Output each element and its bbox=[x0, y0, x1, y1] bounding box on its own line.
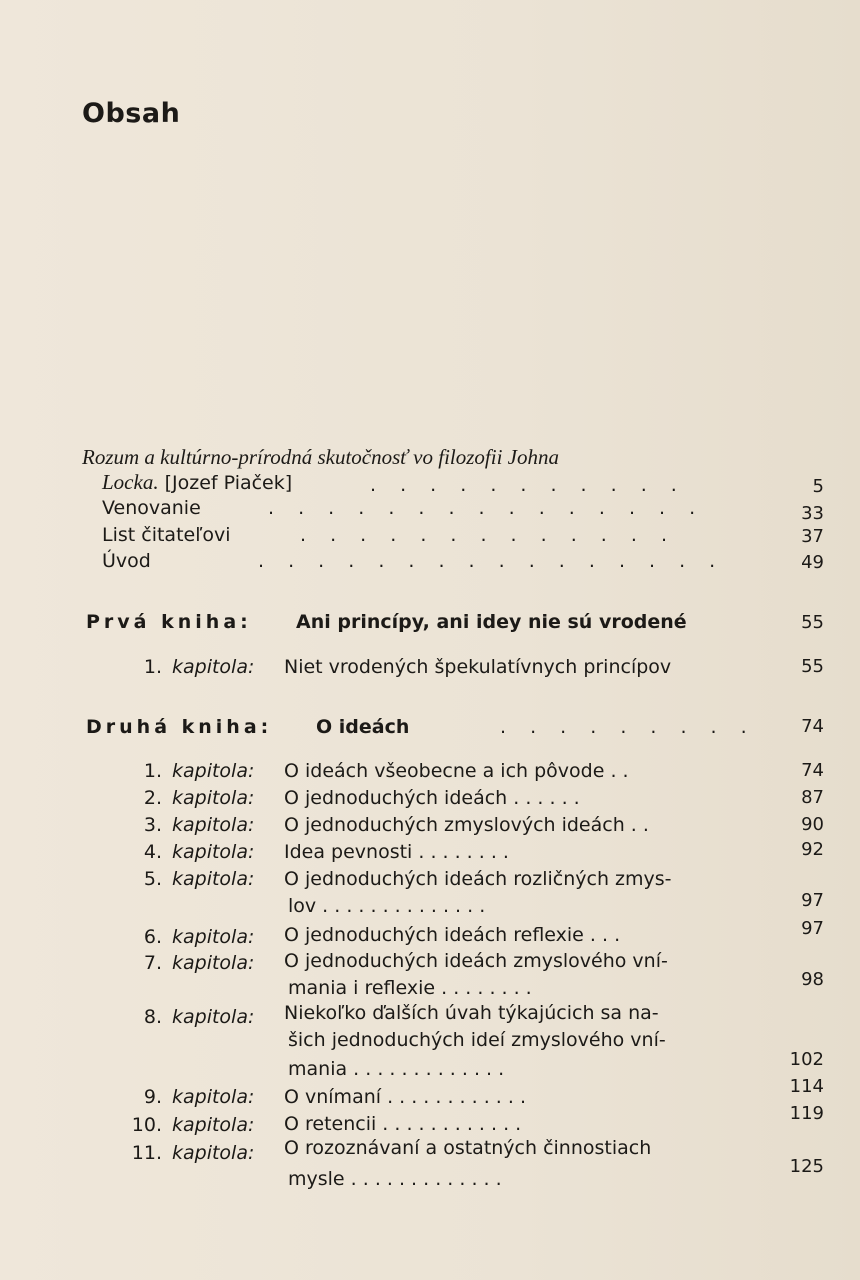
chapter-label: kapitola: bbox=[172, 1006, 255, 1028]
chapter-label: kapitola: bbox=[172, 952, 255, 974]
toc-item-uvod: Úvod bbox=[102, 550, 151, 572]
chapter-page: 125 bbox=[789, 1156, 824, 1177]
chapter-title-continued: lov . . . . . . . . . . . . . . bbox=[288, 895, 486, 917]
chapter-number: 9. bbox=[143, 1086, 162, 1108]
book1-label: Prvá kniha: bbox=[86, 611, 252, 633]
chapter-title: Idea pevnosti . . . . . . . . bbox=[284, 841, 509, 863]
chapter-title: O jednoduchých ideách reflexie . . . bbox=[284, 924, 621, 946]
intro-dots: . . . . . . . . . . . bbox=[370, 474, 686, 496]
chapter-title: Niekoľko ďalších úvah týkajúcich sa na- bbox=[284, 1002, 659, 1024]
chapter-page: 114 bbox=[789, 1076, 824, 1097]
chapter-title: O rozoznávaní a ostatných činnostiach bbox=[284, 1137, 652, 1159]
chapter-page: 102 bbox=[789, 1049, 824, 1070]
chapter-title: O ideách všeobecne a ich pôvode . . bbox=[284, 760, 629, 782]
chapter-number: 10. bbox=[131, 1114, 162, 1136]
chapter-page: 74 bbox=[801, 760, 824, 781]
chapter-title: O jednoduchých ideách . . . . . . bbox=[284, 787, 580, 809]
toc-page: 37 bbox=[801, 526, 824, 547]
chapter-page: 87 bbox=[801, 787, 824, 808]
chapter-title: O jednoduchých ideách rozličných zmys- bbox=[284, 868, 672, 890]
chapter-page: 55 bbox=[801, 656, 824, 677]
chapter-title: O jednoduchých zmyslových ideách . . bbox=[284, 814, 649, 836]
toc-page: 33 bbox=[801, 503, 824, 524]
chapter-page: 119 bbox=[789, 1103, 824, 1124]
book2-title: O ideách bbox=[316, 716, 410, 738]
book2-dots: . . . . . . . . . bbox=[500, 716, 756, 738]
chapter-label: kapitola: bbox=[172, 868, 255, 890]
chapter-number: 4. bbox=[143, 841, 162, 863]
chapter-page: 90 bbox=[801, 814, 824, 835]
chapter-page: 98 bbox=[801, 969, 824, 990]
chapter-number: 8. bbox=[143, 1006, 162, 1028]
chapter-number: 1. bbox=[143, 656, 162, 678]
chapter-label: kapitola: bbox=[172, 760, 255, 782]
page-title: Obsah bbox=[82, 98, 181, 129]
chapter-page: 92 bbox=[801, 839, 824, 860]
chapter-number: 11. bbox=[131, 1142, 162, 1164]
chapter-title: O vnímaní . . . . . . . . . . . . bbox=[284, 1086, 526, 1108]
intro-editor: [Jozef Piaček] bbox=[158, 472, 293, 494]
chapter-label: kapitola: bbox=[172, 787, 255, 809]
chapter-title: Niet vrodených špekulatívnych princípov bbox=[284, 656, 672, 678]
chapter-label: kapitola: bbox=[172, 814, 255, 836]
chapter-page: 97 bbox=[801, 890, 824, 911]
chapter-title-continued: mania . . . . . . . . . . . . . bbox=[288, 1058, 505, 1080]
chapter-label: kapitola: bbox=[172, 1086, 255, 1108]
chapter-page: 97 bbox=[801, 918, 824, 939]
chapter-label: kapitola: bbox=[172, 656, 255, 678]
chapter-title: O jednoduchých ideách zmyslového vní- bbox=[284, 950, 668, 972]
intro-author-italic: Locka. bbox=[102, 470, 159, 494]
book1-title: Ani princípy, ani idey nie sú vrodené bbox=[296, 611, 687, 633]
intro-page: 5 bbox=[812, 476, 824, 497]
toc-item-list: List čitateľovi bbox=[102, 524, 231, 546]
toc-item-venovanie: Venovanie bbox=[102, 497, 201, 519]
chapter-number: 3. bbox=[143, 814, 162, 836]
chapter-number: 7. bbox=[143, 952, 162, 974]
chapter-title-continued: šich jednoduchých ideí zmyslového vní- bbox=[288, 1029, 666, 1051]
chapter-number: 6. bbox=[143, 926, 162, 948]
book2-label: Druhá kniha: bbox=[86, 716, 273, 738]
book2-page: 74 bbox=[801, 716, 824, 737]
intro-title-line1: Rozum a kultúrno-prírodná skutočnosť vo filozofii Johna bbox=[82, 445, 560, 469]
chapter-label: kapitola: bbox=[172, 926, 255, 948]
toc-page: 49 bbox=[801, 552, 824, 573]
chapter-label: kapitola: bbox=[172, 1114, 255, 1136]
chapter-label: kapitola: bbox=[172, 841, 255, 863]
chapter-number: 1. bbox=[143, 760, 162, 782]
toc-dots: . . . . . . . . . . . . . . . . bbox=[258, 550, 725, 572]
chapter-number: 2. bbox=[143, 787, 162, 809]
chapter-title: O retencii . . . . . . . . . . . . bbox=[284, 1113, 522, 1135]
chapter-number: 5. bbox=[143, 868, 162, 890]
chapter-title-continued: mania i reflexie . . . . . . . . bbox=[288, 977, 532, 999]
chapter-title-continued: mysle . . . . . . . . . . . . . bbox=[288, 1168, 502, 1190]
toc-dots: . . . . . . . . . . . . . bbox=[300, 524, 676, 546]
intro-title-line2 bbox=[102, 470, 292, 495]
toc-dots: . . . . . . . . . . . . . . . bbox=[268, 497, 705, 519]
book1-page: 55 bbox=[801, 612, 824, 633]
chapter-label: kapitola: bbox=[172, 1142, 255, 1164]
